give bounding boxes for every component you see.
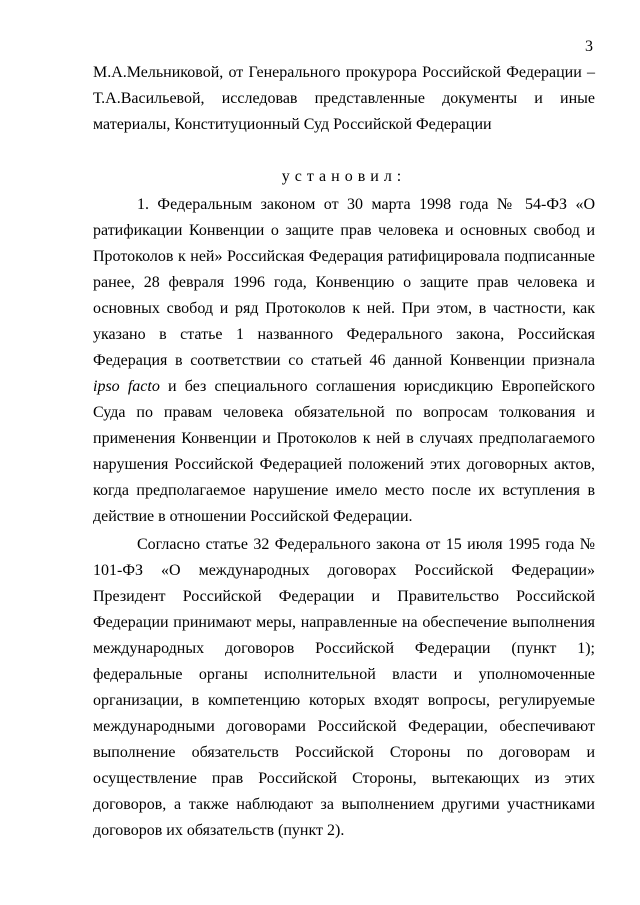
paragraph-1-text-a: 1. Федеральным законом от 30 марта 1998 года № 54-ФЗ «О ратификации Конвенции о защите прав человека и основных свобод и Протоколов к ней» Российская Федерация ратифицировала подписанные ранее, 28 февраля 1996 года, Конвенцию о защите прав человека и основных свобод и ряд Протоколов к ней. При этом, в частности, как указано в статье 1 названного Федерального закона, Российская Федерация в соответствии со статьей 46 данной Конвенции признала	[93, 196, 595, 369]
paragraph-1-italic-term: ipso facto	[93, 378, 160, 395]
lead-paragraph: М.А.Мельниковой, от Генерального прокурора Российской Федерации – Т.А.Васильевой, исследовав представленные документы и иные материалы, Конституционный Суд Российской Федерации	[93, 64, 595, 133]
section-heading: установил:	[281, 168, 407, 185]
paragraph-1-text-b: и без специального соглашения юрисдикцию Европейского Суда по правам человека обязательной по вопросам толкования и применения Конвенции и Протоколов к ней в случаях предполагаемого нарушения Российской Федерацией положений этих договорных актов, когда предполагаемое нарушение имело место после их вступления в действие в отношении Российской Федерации.	[93, 378, 596, 525]
paragraph-2: Согласно статье 32 Федерального закона от 15 июля 1995 года № 101-ФЗ «О международных договорах Российской Федерации» Президент Российской Федерации и Правительство Российской Федерации принимают меры, направленные на обеспечение выполнения международных договоров Российской Федерации (пункт 1); федеральные органы исполнительной власти и уполномоченные организации, в компетенцию которых входят вопросы, регулируемые международными договорами Российской Федерации, обеспечивают выполнение обязательств Российской Стороны по договорам и осуществление прав Российской Стороны, вытекающих из этих договоров, а также наблюдают за выполнением другими участниками договоров их обязательств (пункт 2).	[93, 536, 595, 839]
document-body	[93, 60, 595, 844]
paragraph-1	[93, 192, 595, 530]
page-number: 3	[585, 38, 593, 55]
